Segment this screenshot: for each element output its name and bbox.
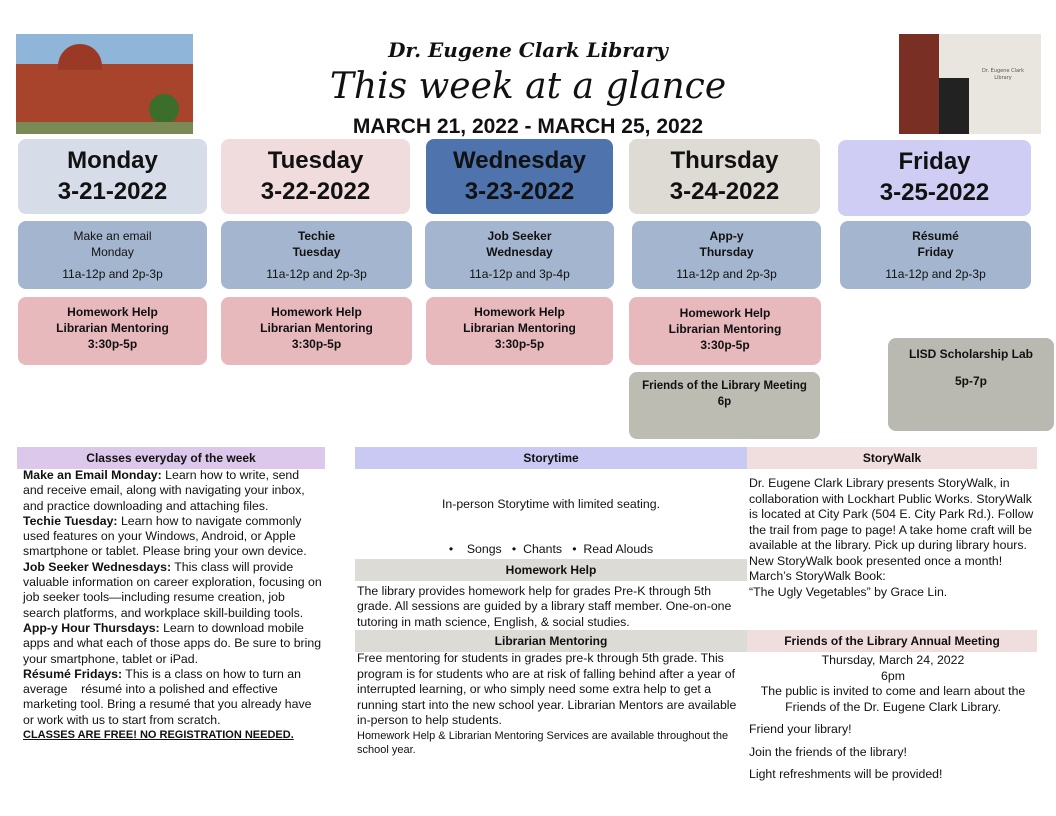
day-name: Tuesday	[267, 147, 364, 174]
annual-meeting-line: Join the friends of the library!	[749, 744, 907, 759]
annual-meeting-time: 6pm	[881, 668, 905, 683]
day-header-thursday	[629, 139, 820, 214]
event-time: 11a-12p and 3p-4p	[469, 267, 570, 281]
day-header-tuesday	[221, 139, 410, 214]
event-time: 3:30p-5p	[700, 338, 750, 352]
class-description-app-y	[23, 621, 323, 667]
day-date: 3-23-2022	[464, 178, 575, 205]
librarian-mentoring-heading: Librarian Mentoring	[355, 630, 747, 652]
class-description-make-email	[23, 468, 323, 514]
annual-meeting-date: Thursday, March 24, 2022	[821, 653, 965, 667]
storytime-heading: Storytime	[355, 447, 747, 469]
event-time: 3:30p-5p	[291, 337, 342, 351]
event-subtitle: Tuesday	[292, 245, 341, 259]
storywalk-description: Dr. Eugene Clark Library presents StoryWalk, in collaboration with Lockhart Public Works. StoryWalk is located at City Park (504 E. City Park Rd.). Follow the trail from page to page! A take home craft will be available at the library. Pick up during library hours. New StoryWalk book presented once a month!	[749, 476, 1034, 568]
annual-meeting-line: Friend your library!	[749, 722, 852, 736]
mentoring-availability: Homework Help & Librarian Mentoring Services are available throughout the school year.	[357, 729, 729, 756]
class-text: Learn how to write, send and receive email, along with navigating your inbox, and practice downloading and attaching files.	[23, 468, 305, 513]
lawn	[16, 122, 193, 134]
event-subtitle: Wednesday	[486, 245, 553, 259]
annual-meeting-line: Light refreshments will be provided!	[749, 767, 943, 781]
classes-section-heading: Classes everyday of the week	[17, 447, 325, 469]
annual-meeting-text	[749, 653, 1037, 783]
homework-help-heading: Homework Help	[355, 559, 747, 581]
storywalk-text	[749, 476, 1037, 600]
day-date: 3-24-2022	[669, 178, 780, 205]
event-title: Homework Help	[67, 305, 158, 319]
event-subtitle: Librarian Mentoring	[463, 321, 576, 335]
event-time: 3:30p-5p	[87, 337, 138, 351]
event-time: 6p	[717, 396, 732, 408]
tree	[149, 94, 179, 124]
storywalk-book: “The Ugly Vegetables” by Grace Lin.	[749, 584, 948, 599]
day-header-friday	[838, 140, 1031, 216]
class-description-job-seeker	[23, 560, 323, 621]
event-title: Homework Help	[474, 305, 565, 319]
event-resume-friday	[840, 221, 1031, 289]
day-name: Monday	[67, 147, 158, 174]
day-date: 3-22-2022	[260, 178, 371, 205]
event-subtitle: Librarian Mentoring	[56, 321, 169, 335]
class-text: This is a class on how to turn an average résumé into a polished and effective marketing tool. Bring a resumé that you already have or work with us to start from scratch.	[23, 666, 319, 727]
event-time: 11a-12p and 2p-3p	[885, 267, 986, 281]
class-text: This class will provide valuable information on career exploration, focusing on job seeker tools—including resume creation, job search platforms, and workplace skill-building tools.	[23, 559, 322, 620]
day-name: Thursday	[670, 147, 779, 174]
event-title: App-y	[709, 229, 744, 243]
storytime-text	[357, 466, 745, 559]
library-name: Dr. Eugene Clark Library	[388, 38, 668, 62]
storywalk-book-label: March’s StoryWalk Book:	[749, 569, 886, 583]
event-subtitle: Librarian Mentoring	[668, 322, 782, 336]
annual-meeting-invite: The public is invited to come and learn about the Friends of the Dr. Eugene Clark Library.	[760, 684, 1026, 714]
day-name: Friday	[898, 148, 971, 175]
event-homework-help-tuesday	[221, 297, 412, 365]
class-title: Résumé Fridays:	[23, 666, 123, 681]
event-friends-meeting	[629, 372, 820, 439]
class-description-resume	[23, 667, 323, 728]
event-make-email-monday	[18, 221, 207, 289]
event-title: Homework Help	[679, 306, 771, 320]
event-homework-help-monday	[18, 297, 207, 365]
page-title: This week at a glance	[329, 66, 727, 107]
day-header-monday	[18, 139, 207, 214]
event-title: Job Seeker	[487, 229, 552, 243]
event-title: Techie	[297, 229, 336, 243]
event-time: 11a-12p and 2p-3p	[62, 267, 163, 281]
day-header-wednesday	[426, 139, 613, 214]
event-time: 5p-7p	[954, 374, 987, 388]
event-title: Make an email	[73, 229, 152, 243]
event-techie-tuesday	[221, 221, 412, 289]
storytime-line: In-person Storytime with limited seating.	[441, 496, 661, 511]
homework-help-text: The library provides homework help for grades Pre-K through 5th grade. All sessions are guided by a library staff member. One-on-one tutoring in math science, English, & social studies.	[357, 584, 732, 629]
event-title: Résumé	[912, 229, 959, 243]
annual-meeting-heading: Friends of the Library Annual Meeting	[747, 630, 1037, 652]
class-title: Make an Email Monday:	[23, 468, 162, 482]
event-title: Homework Help	[271, 305, 362, 319]
event-time: 11a-12p and 2p-3p	[676, 267, 777, 281]
librarian-mentoring-text	[357, 651, 745, 757]
class-title: Job Seeker Wednesdays:	[23, 559, 172, 574]
event-homework-help-wednesday	[426, 297, 613, 365]
event-app-y-thursday	[632, 221, 821, 289]
day-name: Wednesday	[453, 147, 586, 174]
event-job-seeker-wednesday	[425, 221, 614, 289]
day-date: 3-25-2022	[879, 179, 990, 206]
mentoring-description: Free mentoring for students in grades pre-k through 5th grade. This program is for students who are at risk of falling behind after a year of interrupted learning, or who simply need some extra help to get a running start into the new school year. Librarian Mentors are available in-person to help students.	[357, 651, 737, 727]
library-entrance-photo	[899, 34, 1041, 134]
library-building-photo	[16, 34, 193, 134]
event-subtitle: Thursday	[699, 245, 754, 259]
class-title: App-y Hour Thursdays:	[23, 620, 160, 635]
event-subtitle: Friday	[917, 245, 954, 259]
classes-description	[23, 468, 323, 743]
class-text: Learn to download mobile apps and what each of those apps do. Be sure to bring your smartphone, tablet or iPad.	[23, 620, 322, 666]
entrance-door	[939, 78, 969, 134]
event-title: LISD Scholarship Lab	[908, 347, 1034, 361]
class-title: Techie Tuesday:	[23, 513, 118, 528]
event-title: Friends of the Library Meeting	[642, 380, 807, 392]
day-date: 3-21-2022	[57, 178, 168, 205]
class-description-techie	[23, 514, 323, 560]
class-text: Learn how to navigate commonly used features on your Windows, Android, or Apple smartphone or tablet. Please bring your own device.	[23, 513, 307, 559]
event-subtitle: Librarian Mentoring	[260, 321, 373, 335]
event-time: 11a-12p and 2p-3p	[266, 267, 367, 281]
library-dome	[58, 44, 102, 70]
library-sign: Dr. Eugene Clark Library	[982, 68, 1024, 81]
classes-free-note: CLASSES ARE FREE! NO REGISTRATION NEEDED.	[23, 729, 294, 742]
event-scholarship-lab	[888, 338, 1054, 431]
event-time: 3:30p-5p	[494, 337, 545, 351]
storytime-activities: • Songs • Chants • Read Alouds	[448, 542, 654, 557]
event-subtitle: Monday	[91, 245, 134, 259]
storywalk-heading: StoryWalk	[747, 447, 1037, 469]
date-range: MARCH 21, 2022 - MARCH 25, 2022	[352, 115, 704, 138]
event-homework-help-thursday	[629, 297, 821, 365]
